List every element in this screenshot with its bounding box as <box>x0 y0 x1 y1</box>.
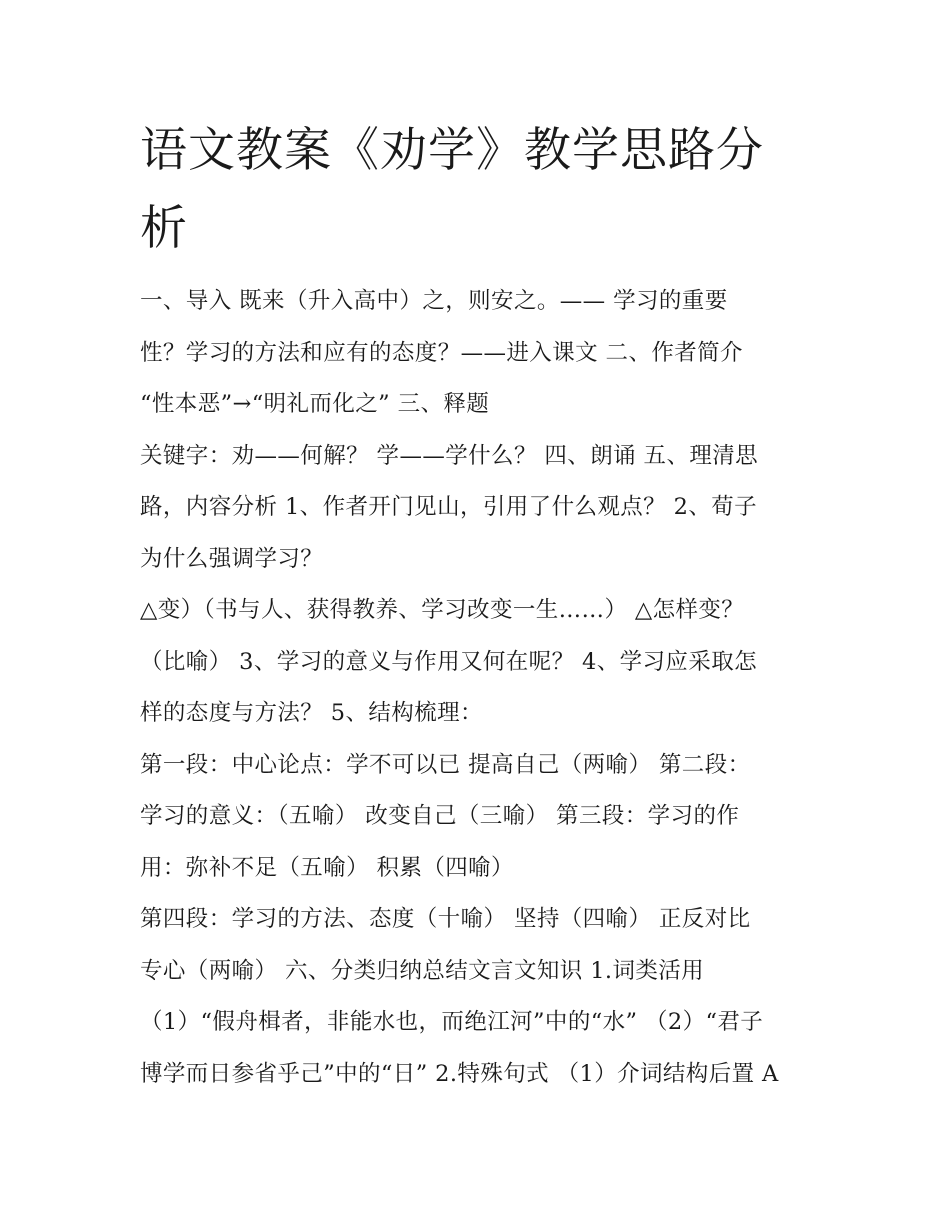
body-line: 第一段：中心论点：学不可以已 提高自己（两喻） 第二段： <box>140 751 751 778</box>
body-line: “性本恶”→“明礼而化之” 三、释题 <box>140 391 490 417</box>
body-line: 第四段：学习的方法、态度（十喻） 坚持（四喻） 正反对比 <box>140 906 751 932</box>
body-line: 专心（两喻） 六、分类归纳总结文言文知识 1.词类活用 <box>140 957 705 984</box>
body-line: 用：弥补不足（五喻） 积累（四喻） <box>140 854 514 881</box>
body-line: 为什么强调学习？ <box>140 545 324 572</box>
body-line: （1）“假舟楫者，非能水也，而绝江河”中的“水” （2）“君子 <box>140 1009 764 1035</box>
body-line: （比喻） 3、学习的意义与作用又何在呢？ 4、学习应采取怎 <box>140 648 758 675</box>
title-line-1: 语文教案《劝学》教学思路分 <box>140 123 764 178</box>
body-line: 一、导入 既来（升入高中）之，则安之。—— 学习的重要 <box>140 288 728 314</box>
body-line: 路，内容分析 1、作者开门见山，引用了什么观点？ 2、荀子 <box>140 494 758 520</box>
body-line: △变）（书与人、获得教养、学习改变一生……） △怎样变？ <box>140 597 745 623</box>
body-line: 关键字：劝——何解？ 学——学什么？ 四、朗诵 五、理清思 <box>140 442 759 469</box>
title-line-2: 析 <box>140 201 188 256</box>
body-line: 样的态度与方法？ 5、结构梳理： <box>140 700 483 726</box>
document-title <box>140 112 820 268</box>
body-line: 性？学习的方法和应有的态度？——进入课文 二、作者简介 <box>140 339 743 366</box>
document-body <box>140 283 820 1107</box>
body-line: 博学而日参省乎己”中的“日” 2.特殊句式 （1）介词结构后置 A <box>140 1060 779 1087</box>
body-line: 学习的意义：（五喻） 改变自己（三喻） 第三段：学习的作 <box>140 803 740 829</box>
